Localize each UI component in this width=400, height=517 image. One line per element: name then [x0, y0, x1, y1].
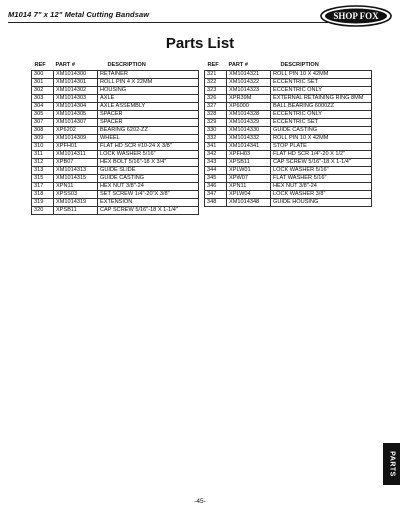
- table-row: [32, 207, 199, 215]
- table-row: [205, 103, 372, 111]
- ref-cell: 319: [32, 199, 54, 207]
- description-cell: GUIDE CASTING: [271, 127, 372, 135]
- table-row: [205, 119, 372, 127]
- page-title: Parts List: [165, 35, 235, 52]
- part-number-cell: XM1014323: [227, 87, 271, 95]
- table-row: [32, 127, 199, 135]
- description-cell: SPACER: [98, 111, 199, 119]
- table-row: [32, 175, 199, 183]
- ref-cell: 300: [32, 71, 54, 79]
- part-number-cell: XM1014329: [227, 119, 271, 127]
- ref-cell: 332: [205, 135, 227, 143]
- part-number-cell: XM1014321: [227, 71, 271, 79]
- ref-cell: 328: [205, 111, 227, 119]
- parts-section-tab-label: PARTS: [388, 451, 395, 477]
- ref-cell: 302: [32, 87, 54, 95]
- table-row: [205, 191, 372, 199]
- ref-cell: 347: [205, 191, 227, 199]
- ref-cell: 311: [32, 151, 54, 159]
- description-cell: CAP SCREW 5/16"-18 X 1-1/4": [271, 159, 372, 167]
- part-number-cell: XM1014302: [54, 87, 98, 95]
- description-cell: GUIDE HOUSING: [271, 199, 372, 207]
- ref-cell: 323: [205, 87, 227, 95]
- description-cell: LOCK WASHER 5/16": [271, 167, 372, 175]
- ref-cell: 343: [205, 159, 227, 167]
- table-row: [32, 159, 199, 167]
- description-cell: HEX BOLT 5/16"-18 X 3/4": [98, 159, 199, 167]
- table-row: [205, 111, 372, 119]
- description-cell: ECCENTRIC ONLY: [271, 87, 372, 95]
- table-row: [205, 135, 372, 143]
- part-number-cell: XM1014309: [54, 135, 98, 143]
- description-cell: LOCK WASHER 3/8": [271, 191, 372, 199]
- description-cell: LOCK WASHER 5/16": [98, 151, 199, 159]
- part-number-cell: XPB07: [54, 159, 98, 167]
- part-number-cell: XM1014311: [54, 151, 98, 159]
- description-cell: HEX NUT 3/8"-24: [98, 183, 199, 191]
- description-cell: AXLE: [98, 95, 199, 103]
- column-header-description: DESCRIPTION: [280, 62, 319, 68]
- description-cell: ROLL PIN 4 X 22MM: [98, 79, 199, 87]
- part-number-cell: XM1014301: [54, 79, 98, 87]
- column-header-part: PART #: [55, 62, 75, 68]
- ref-cell: 307: [32, 119, 54, 127]
- ref-cell: 348: [205, 199, 227, 207]
- description-cell: ECCENTRIC ONLY: [271, 111, 372, 119]
- description-cell: AXLE ASSEMBLY: [98, 103, 199, 111]
- table-row: [205, 95, 372, 103]
- table-row: [32, 191, 199, 199]
- table-row: [205, 143, 372, 151]
- table-row: [32, 71, 199, 79]
- parts-table-left-body: [32, 71, 199, 215]
- ref-cell: 301: [32, 79, 54, 87]
- part-number-cell: XM1014304: [54, 103, 98, 111]
- part-number-cell: XM1014348: [227, 199, 271, 207]
- ref-cell: 304: [32, 103, 54, 111]
- header-rule: [8, 22, 334, 23]
- table-header-row: [32, 61, 199, 71]
- column-header-ref: REF: [207, 62, 219, 68]
- table-row: [205, 151, 372, 159]
- ref-cell: 315: [32, 175, 54, 183]
- part-number-cell: XP6202: [54, 127, 98, 135]
- part-number-cell: XPR39M: [227, 95, 271, 103]
- description-cell: FLAT HD SCR #10-24 X 3/8": [98, 143, 199, 151]
- table-row: [32, 135, 199, 143]
- table-row: [205, 87, 372, 95]
- part-number-cell: XM1014303: [54, 95, 98, 103]
- parts-table-right-body: [205, 71, 372, 207]
- ref-cell: 320: [32, 207, 54, 215]
- table-row: [205, 79, 372, 87]
- table-header-row: [205, 61, 372, 71]
- description-cell: ECCENTRIC SET: [271, 119, 372, 127]
- description-cell: EXTENSION: [98, 199, 199, 207]
- description-cell: ROLL PIN 10 X 42MM: [271, 71, 372, 79]
- column-header-ref: REF: [34, 62, 46, 68]
- parts-section-tab: [383, 443, 400, 485]
- description-cell: SET SCREW 1/4"-20"X 3/8": [98, 191, 199, 199]
- ref-cell: 341: [205, 143, 227, 151]
- part-number-cell: XM1014300: [54, 71, 98, 79]
- ref-cell: 321: [205, 71, 227, 79]
- table-row: [32, 151, 199, 159]
- part-number-cell: XM1014313: [54, 167, 98, 175]
- ref-cell: 309: [32, 135, 54, 143]
- part-number-cell: XPLW04: [227, 191, 271, 199]
- page-number: -45-: [194, 498, 206, 505]
- description-cell: FLAT HD SCR 1/4"-20 X 1/2": [271, 151, 372, 159]
- description-cell: WHEEL: [98, 135, 199, 143]
- parts-table-left: [31, 61, 199, 215]
- part-number-cell: XP6000: [227, 103, 271, 111]
- part-number-cell: XPFH01: [54, 143, 98, 151]
- ref-cell: 329: [205, 119, 227, 127]
- part-number-cell: XM1014322: [227, 79, 271, 87]
- ref-cell: 312: [32, 159, 54, 167]
- description-cell: EXTERNAL RETAINING RING 8MM: [271, 95, 372, 103]
- description-cell: HOUSING: [98, 87, 199, 95]
- ref-cell: 345: [205, 175, 227, 183]
- description-cell: RETAINER: [98, 71, 199, 79]
- ref-cell: 326: [205, 95, 227, 103]
- table-row: [205, 159, 372, 167]
- part-number-cell: XPN11: [54, 183, 98, 191]
- part-number-cell: XM1014330: [227, 127, 271, 135]
- column-header-description: DESCRIPTION: [107, 62, 146, 68]
- table-row: [205, 199, 372, 207]
- table-row: [32, 79, 199, 87]
- column-header-part: PART #: [228, 62, 248, 68]
- description-cell: ROLL PIN 10 X 42MM: [271, 135, 372, 143]
- ref-cell: 344: [205, 167, 227, 175]
- logo-text: SHOP FOX: [333, 11, 379, 21]
- table-row: [205, 71, 372, 79]
- part-number-cell: XM1014319: [54, 199, 98, 207]
- description-cell: STOP PLATE: [271, 143, 372, 151]
- description-cell: BALL BEARING 6000ZZ: [271, 103, 372, 111]
- part-number-cell: XM1014305: [54, 111, 98, 119]
- ref-cell: 318: [32, 191, 54, 199]
- ref-cell: 346: [205, 183, 227, 191]
- part-number-cell: XPN11: [227, 183, 271, 191]
- description-cell: CAP SCREW 5/16"-18 X 1-1/4": [98, 207, 199, 215]
- table-row: [205, 167, 372, 175]
- description-cell: ECCENTRIC SET: [271, 79, 372, 87]
- table-row: [32, 143, 199, 151]
- table-row: [205, 183, 372, 191]
- part-number-cell: XPSB11: [54, 207, 98, 215]
- manual-header-title: M1014 7" x 12" Metal Cutting Bandsaw: [8, 10, 150, 19]
- ref-cell: 305: [32, 111, 54, 119]
- ref-cell: 313: [32, 167, 54, 175]
- description-cell: BEARING 6202-ZZ: [98, 127, 199, 135]
- part-number-cell: XPLW01: [227, 167, 271, 175]
- ref-cell: 310: [32, 143, 54, 151]
- description-cell: FLAT WASHER 5/16": [271, 175, 372, 183]
- table-row: [32, 183, 199, 191]
- ref-cell: 317: [32, 183, 54, 191]
- ref-cell: 308: [32, 127, 54, 135]
- part-number-cell: XM1014328: [227, 111, 271, 119]
- ref-cell: 330: [205, 127, 227, 135]
- part-number-cell: XPFH03: [227, 151, 271, 159]
- description-cell: HEX NUT 3/8"-24: [271, 183, 372, 191]
- ref-cell: 322: [205, 79, 227, 87]
- table-row: [205, 175, 372, 183]
- part-number-cell: XM1014307: [54, 119, 98, 127]
- part-number-cell: XM1014315: [54, 175, 98, 183]
- part-number-cell: XPSS03: [54, 191, 98, 199]
- part-number-cell: XPSB11: [227, 159, 271, 167]
- ref-cell: 327: [205, 103, 227, 111]
- table-row: [32, 167, 199, 175]
- parts-table-right: [204, 61, 372, 207]
- table-row: [32, 87, 199, 95]
- table-row: [32, 199, 199, 207]
- table-row: [205, 127, 372, 135]
- ref-cell: 303: [32, 95, 54, 103]
- shop-fox-logo: [320, 5, 392, 27]
- description-cell: GUIDE CASTING: [98, 175, 199, 183]
- table-row: [32, 119, 199, 127]
- description-cell: SPACER: [98, 119, 199, 127]
- part-number-cell: XPW07: [227, 175, 271, 183]
- table-row: [32, 95, 199, 103]
- description-cell: GUIDE SLIDE: [98, 167, 199, 175]
- ref-cell: 342: [205, 151, 227, 159]
- table-row: [32, 111, 199, 119]
- table-row: [32, 103, 199, 111]
- part-number-cell: XM1014332: [227, 135, 271, 143]
- part-number-cell: XM1014341: [227, 143, 271, 151]
